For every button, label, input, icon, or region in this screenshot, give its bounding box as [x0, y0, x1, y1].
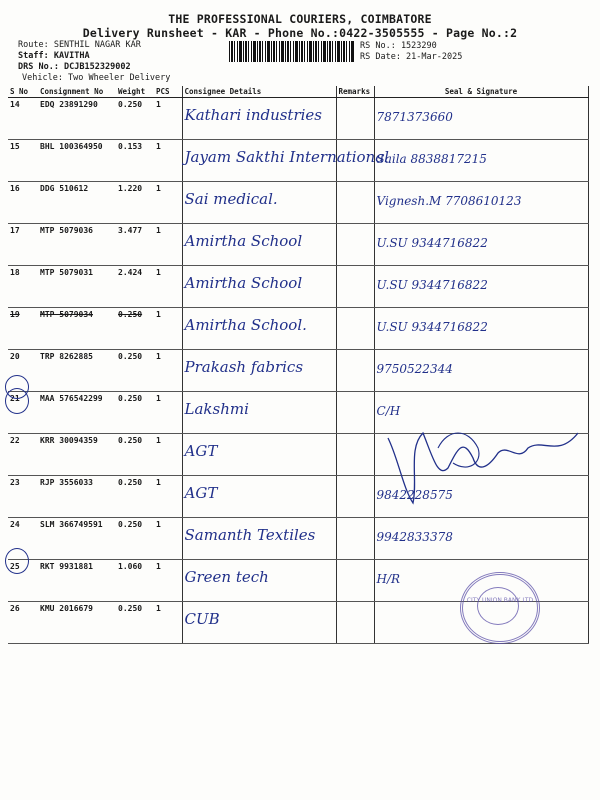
consignee-handwriting: CUB — [184, 610, 220, 628]
table-row — [8, 182, 588, 224]
row-remarks — [336, 560, 374, 602]
row-consignment-no: MTP 5079031 — [38, 266, 116, 308]
signature-handwriting: 9842228575 — [376, 488, 453, 502]
header-weight: Weight — [116, 86, 154, 98]
row-consignee — [182, 350, 336, 392]
table-row — [8, 140, 588, 182]
row-remarks — [336, 182, 374, 224]
row-signature — [374, 518, 588, 560]
header-remarks: Remarks — [336, 86, 374, 98]
row-consignee — [182, 98, 336, 140]
row-consignment-no: MTP 5079034 — [38, 308, 116, 350]
row-consignee — [182, 308, 336, 350]
row-sno: 22 — [8, 434, 38, 476]
signature-handwriting: C/H — [376, 404, 401, 418]
meta-right — [360, 41, 462, 63]
row-sno: 25 — [8, 560, 38, 602]
document-title: THE PROFESSIONAL COURIERS, COIMBATORE — [168, 12, 432, 26]
row-consignee — [182, 434, 336, 476]
row-remarks — [336, 602, 374, 644]
consignee-handwriting: Sai medical. — [184, 190, 278, 208]
row-consignee — [182, 476, 336, 518]
row-remarks — [336, 98, 374, 140]
row-pcs: 1 — [154, 560, 182, 602]
bank-stamp-icon — [460, 572, 540, 644]
row-consignment-no: DDG 510612 — [38, 182, 116, 224]
runsheet-table — [8, 86, 589, 644]
signature-handwriting: 9750522344 — [376, 362, 453, 376]
row-25-circle-mark — [5, 548, 29, 574]
row-consignment-no: MTP 5079036 — [38, 224, 116, 266]
rs-no-text: RS No.: 1523290 — [360, 41, 437, 51]
consignee-handwriting: Prakash fabrics — [184, 358, 304, 376]
row-remarks — [336, 350, 374, 392]
row-weight: 0.250 — [116, 98, 154, 140]
row-pcs: 1 — [154, 182, 182, 224]
row-weight: 0.250 — [116, 434, 154, 476]
row-sno: 23 — [8, 476, 38, 518]
header-pcs: PCS — [154, 86, 182, 98]
row-weight: 0.250 — [116, 350, 154, 392]
row-consignment-no: RJP 3556033 — [38, 476, 116, 518]
row-sno: 18 — [8, 266, 38, 308]
row-signature — [374, 98, 588, 140]
row-pcs: 1 — [154, 98, 182, 140]
row-sno: 16 — [8, 182, 38, 224]
signature-handwriting: Vignesh.M 7708610123 — [376, 194, 522, 208]
drs-text: DRS No.: DCJB152329002 — [18, 62, 131, 72]
row-pcs: 1 — [154, 476, 182, 518]
signature-handwriting: 7871373660 — [376, 110, 453, 124]
rs-date-text: RS Date: 21-Mar-2025 — [360, 52, 463, 62]
row-signature — [374, 224, 588, 266]
route-text: Route: SENTHIL NAGAR KAR — [18, 40, 141, 50]
signature-handwriting: U.SU 9344716822 — [376, 278, 488, 292]
barcode-image — [229, 41, 354, 62]
row-remarks — [336, 266, 374, 308]
stamp-text: CITY UNION BANK LTD — [466, 597, 534, 604]
row-weight: 0.250 — [116, 476, 154, 518]
signature-handwriting: H/R — [376, 572, 401, 586]
row-consignee — [182, 392, 336, 434]
signature-handwriting: U.SU 9344716822 — [376, 320, 488, 334]
consignee-handwriting: AGT — [184, 442, 218, 460]
row-21-circle-mark — [5, 388, 29, 414]
row-pcs: 1 — [154, 350, 182, 392]
row-consignment-no: TRP 8262885 — [38, 350, 116, 392]
row-weight: 0.250 — [116, 602, 154, 644]
row-remarks — [336, 434, 374, 476]
row-weight: 1.060 — [116, 560, 154, 602]
header-sno: S No — [8, 86, 38, 98]
row-signature — [374, 308, 588, 350]
row-weight: 0.153 — [116, 140, 154, 182]
row-pcs: 1 — [154, 518, 182, 560]
row-remarks — [336, 308, 374, 350]
signature-scribble-icon — [378, 418, 588, 508]
row-sno: 17 — [8, 224, 38, 266]
table-row — [8, 266, 588, 308]
header-seal: Seal & Signature — [374, 86, 588, 98]
table-row — [8, 308, 588, 350]
row-consignee — [182, 602, 336, 644]
staff-text: Staff: KAVITHA — [18, 51, 90, 61]
row-signature — [374, 140, 588, 182]
table-row — [8, 518, 588, 560]
row-weight: 0.250 — [116, 392, 154, 434]
row-sno: 26 — [8, 602, 38, 644]
row-weight: 2.424 — [116, 266, 154, 308]
row-consignment-no: RKT 9931881 — [38, 560, 116, 602]
row-consignment-no: SLM 366749591 — [38, 518, 116, 560]
meta-left — [18, 40, 170, 84]
row-weight: 1.220 — [116, 182, 154, 224]
row-consignee — [182, 560, 336, 602]
row-consignee — [182, 140, 389, 182]
table-row — [8, 98, 588, 140]
row-signature — [374, 182, 588, 224]
row-consignee — [182, 266, 336, 308]
table-header-row — [8, 86, 588, 98]
header-consignment: Consignment No — [38, 86, 116, 98]
row-signature — [374, 266, 588, 308]
row-weight: 3.477 — [116, 224, 154, 266]
row-sno: 14 — [8, 98, 38, 140]
row-sno: 21 — [8, 392, 38, 434]
row-consignment-no: KRR 30094359 — [38, 434, 116, 476]
document-subtitle: Delivery Runsheet - KAR - Phone No.:0422-3505555 - Page No.:2 — [82, 26, 518, 40]
consignee-handwriting: Green tech — [184, 568, 269, 586]
row-consignment-no: BHL 100364950 — [38, 140, 116, 182]
row-remarks — [336, 392, 374, 434]
table-row — [8, 350, 588, 392]
consignee-handwriting: Samanth Textiles — [184, 526, 316, 544]
row-weight: 0.250 — [116, 308, 154, 350]
row-remarks — [336, 518, 374, 560]
row-remarks — [336, 476, 374, 518]
row-consignee — [182, 182, 336, 224]
consignee-handwriting: Amirtha School. — [184, 316, 307, 334]
row-weight: 0.250 — [116, 518, 154, 560]
row-pcs: 1 — [154, 434, 182, 476]
row-pcs: 1 — [154, 266, 182, 308]
table-row — [8, 224, 588, 266]
row-consignee — [182, 518, 336, 560]
row-pcs: 1 — [154, 140, 182, 182]
consignee-handwriting: Lakshmi — [184, 400, 249, 418]
row-sno: 20 — [8, 350, 38, 392]
row-sno: 24 — [8, 518, 38, 560]
row-sno: 19 — [8, 308, 38, 350]
signature-handwriting: 9942833378 — [376, 530, 453, 544]
row-consignment-no: MAA 576542299 — [38, 392, 116, 434]
row-pcs: 1 — [154, 224, 182, 266]
consignee-handwriting: AGT — [184, 484, 218, 502]
consignee-handwriting: Amirtha School — [184, 232, 303, 250]
row-pcs: 1 — [154, 308, 182, 350]
row-consignment-no: KMU 2016679 — [38, 602, 116, 644]
row-consignment-no: EDQ 23891290 — [38, 98, 116, 140]
consignee-handwriting: Kathari industries — [184, 106, 323, 124]
consignee-handwriting: Jayam Sakthi International — [184, 148, 389, 166]
row-remarks — [336, 224, 374, 266]
row-pcs: 1 — [154, 392, 182, 434]
signature-handwriting: Saila 8838817215 — [376, 152, 487, 166]
row-sno: 15 — [8, 140, 38, 182]
header-consignee: Consignee Details — [182, 86, 336, 98]
row-pcs: 1 — [154, 602, 182, 644]
row-consignee — [182, 224, 336, 266]
row-signature — [374, 350, 588, 392]
signature-handwriting: U.SU 9344716822 — [376, 236, 488, 250]
vehicle-text: Vehicle: Two Wheeler Delivery — [22, 73, 171, 83]
consignee-handwriting: Amirtha School — [184, 274, 303, 292]
